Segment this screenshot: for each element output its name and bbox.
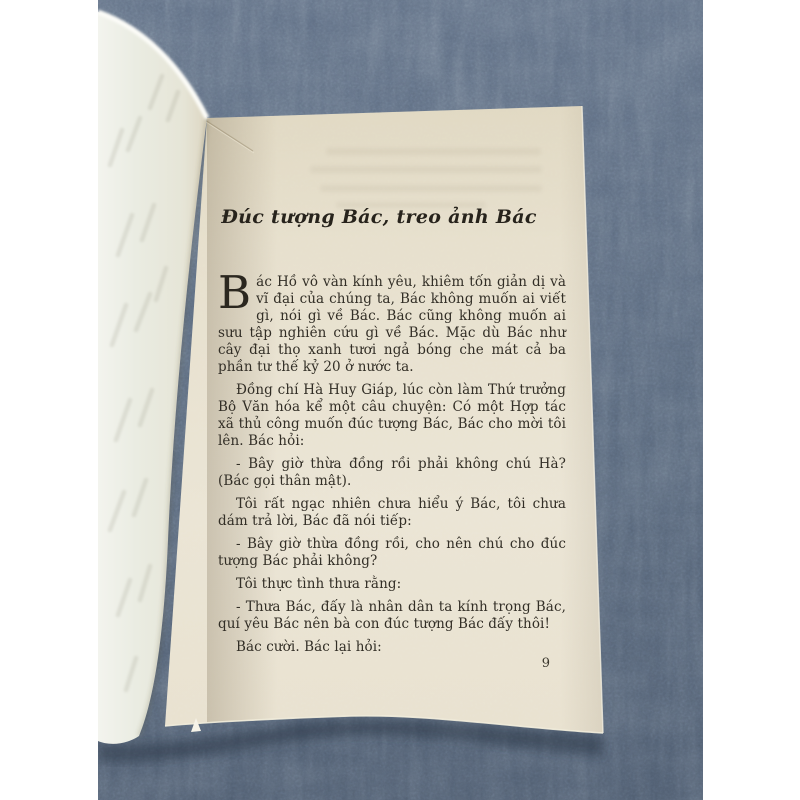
photo-white-margin-right bbox=[703, 0, 800, 800]
paragraph-6: - Thưa Bác, đấy là nhân dân ta kính trọng Bác, quí yêu Bác nên bà con đúc tượng Bác đấy thôi! bbox=[218, 599, 566, 632]
paragraph-5: Tôi thực tình thưa rằng: bbox=[236, 576, 402, 592]
paragraph-7: Bác cười. Bác lại hỏi: bbox=[236, 639, 382, 655]
paragraph-2: - Bây giờ thừa đồng rồi phải không chú Hà? (Bác gọi thân mật). bbox=[218, 456, 566, 489]
page-text-block bbox=[218, 204, 566, 662]
book-photo bbox=[98, 0, 703, 800]
paragraph-3: Tôi rất ngạc nhiên chưa hiểu ý Bác, tôi chưa dám trả lời, Bác đã nói tiếp: bbox=[218, 496, 566, 529]
chapter-title: Đúc tượng Bác, treo ảnh Bác bbox=[221, 206, 537, 228]
paragraph-4: - Bây giờ thừa đồng rồi, cho nên chú cho đúc tượng Bác phải không? bbox=[218, 536, 566, 569]
drop-cap: B bbox=[218, 266, 252, 319]
photo-white-margin-left bbox=[0, 0, 98, 800]
paragraph-opening-text: ác Hồ vô vàn kính yêu, khiêm tốn giản dị và vĩ đại của chúng ta, Bác không muốn ai viết gì, nói gì về Bác. Bác cũng không muốn ai sưu tập nghiên cứu gì về Bác. Mặc dù Bác như cây đại thọ xanh tươi ngả bóng che mát cả ba phần tư thế kỷ 20 ở nước ta. bbox=[218, 274, 566, 375]
paragraph-1: Đồng chí Hà Huy Giáp, lúc còn làm Thứ trưởng Bộ Văn hóa kể một câu chuyện: Có một Hợp tác xã thủ công muốn đúc tượng Bác, Bác cho mời tôi lên. Bác hỏi: bbox=[218, 382, 566, 449]
page-number: 9 bbox=[541, 656, 550, 671]
paragraph-opening bbox=[218, 266, 566, 376]
